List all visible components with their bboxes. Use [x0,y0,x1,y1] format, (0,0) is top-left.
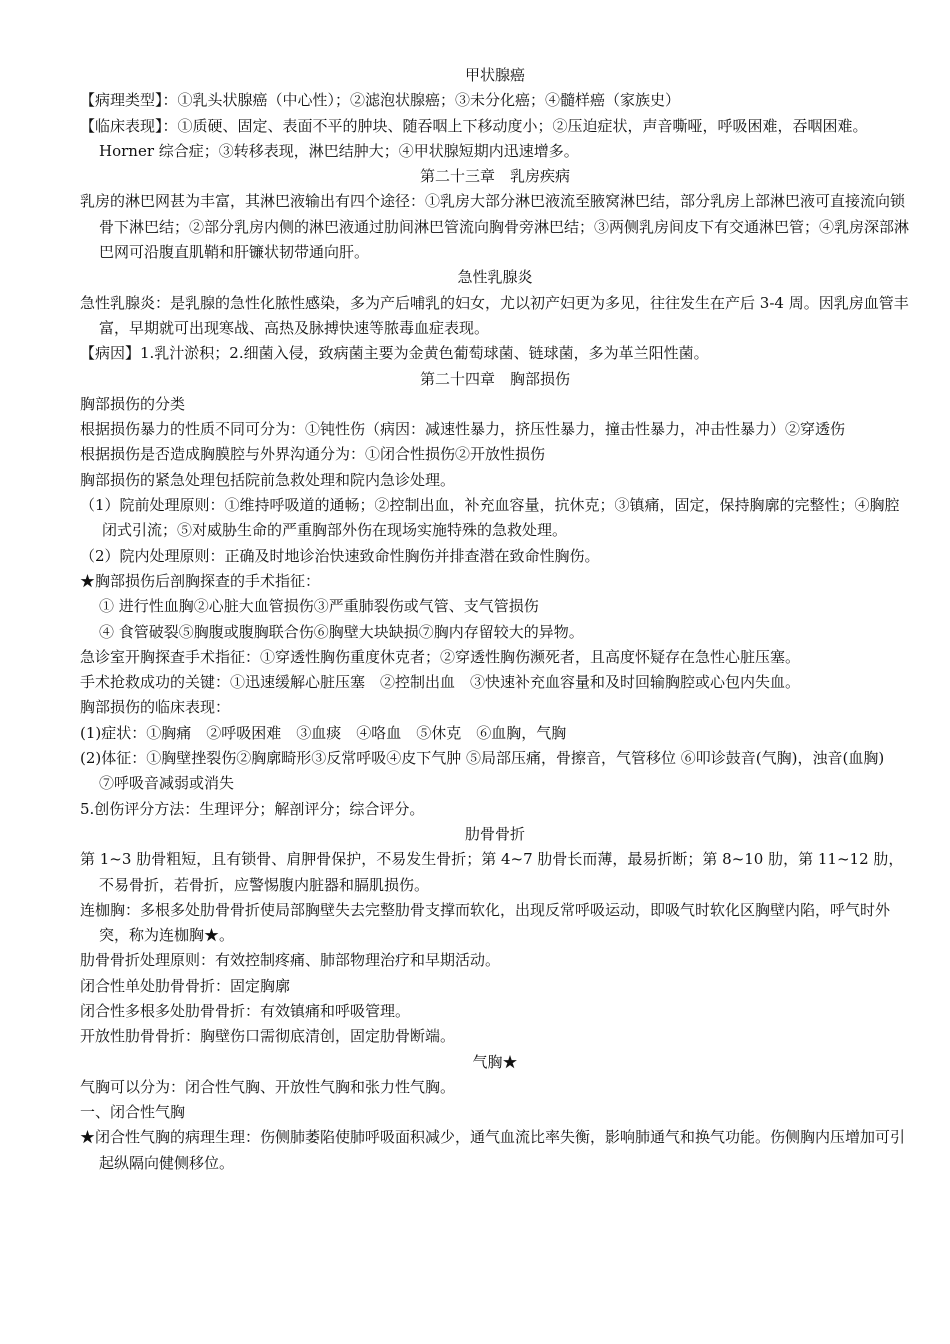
paragraph-mastitis-definition: 急性乳腺炎：是乳腺的急性化脓性感染，多为产后哺乳的妇女，尤以初产妇更为多见，往往发生在产后 3-4 周。因乳房血管丰富，早期就可出现寒战、高热及脉搏快速等脓毒血症表现。 [80,293,909,337]
paragraph-closed-single: 闭合性单处肋骨骨折：固定胸廓 [80,976,291,995]
chapter-title-24: 第二十四章 胸部损伤 [419,369,570,388]
paragraph-flail-chest: 连枷胸：多根多处肋骨骨折使局部胸壁失去完整肋骨支撑而软化，出现反常呼吸运动，即吸气时软化区胸壁内陷，呼气时外突，称为连枷胸★。 [80,900,891,945]
paragraph-pathology-types: 【病理类型】：①乳头状腺癌（中心性）；②滤泡状腺癌；③未分化癌；④髓样癌（家族史） [80,91,681,110]
paragraph-pneumothorax-types: 气胸可以分为：闭合性气胸、开放性气胸和张力性气胸。 [80,1077,456,1096]
paragraph-signs: (2)体征：①胸壁挫裂伤②胸廓畸形③反常呼吸④皮下气肿 ⑤局部压痛，骨擦音，气管移位 ⑥叩诊鼓音(气胸)，浊音(血胸) ⑦呼吸音减弱或消失 [80,749,900,793]
heading-thoracotomy-indications: ★胸部损伤后剖胸探查的手术指征： [80,571,321,590]
paragraph-symptoms: (1)症状：①胸痛 ②呼吸困难 ③血痰 ④咯血 ⑤休克 ⑥血胸，气胸 [80,723,567,742]
paragraph-closed-multiple: 闭合性多根多处肋骨骨折：有效镇痛和呼吸管理。 [80,1001,411,1020]
paragraph-closed-pneumothorax-pathophysiology: ★闭合性气胸的病理生理：伤侧肺萎陷使肺呼吸面积减少，通气血流比率失衡，影响肺通气和换气功能。伤侧胸内压增加可引起纵隔向健侧移位。 [80,1128,906,1172]
paragraph-trauma-scoring: 5.创伤评分方法：生理评分；解剖评分；综合评分。 [80,799,425,818]
paragraph-clinical-manifestations: 【临床表现】：①质硬、固定、表面不平的肿块、随吞咽上下移动度小；②压迫症状，声音嘶哑，呼吸困难，吞咽困难。Horner 综合症；③转移表现，淋巴结肿大；④甲状腺短期内迅速增多。 [80,116,868,160]
paragraph-mastitis-cause: 【病因】1.乳汁淤积；2.细菌入侵，致病菌主要为金黄色葡萄球菌、链球菌，多为革兰阳性菌。 [80,344,709,363]
paragraph-open-fracture: 开放性肋骨骨折：胸壁伤口需彻底清创，固定肋骨断端。 [80,1027,456,1046]
section-title-pneumothorax: 气胸★ [472,1052,518,1071]
chapter-title-23: 第二十三章 乳房疾病 [419,167,570,186]
heading-closed-pneumothorax: 一、闭合性气胸 [80,1103,186,1122]
list-item-indications-1: ① 进行性血胸②心脏大血管损伤③严重肺裂伤或气管、支气管损伤 [99,597,539,616]
paragraph-rib-anatomy: 第 1~3 肋骨粗短，且有锁骨、肩胛骨保护，不易发生骨折；第 4~7 肋骨长而薄，最易折断；第 8~10 肋，第 11~12 肋，不易骨折，若骨折，应警惕腹内脏器和膈肌损伤。 [80,850,904,894]
paragraph-er-thoracotomy: 急诊室开胸探查手术指征：①穿透性胸伤重度休克者；②穿透性胸伤濒死者，且高度怀疑存在急性心脏压塞。 [80,647,801,666]
heading-clinical-manifestations: 胸部损伤的临床表现： [80,698,231,717]
section-title-acute-mastitis: 急性乳腺炎 [457,268,533,287]
paragraph-emergency-handling: 胸部损伤的紧急处理包括院前急救处理和院内急诊处理。 [80,470,456,489]
heading-chest-injury-classification: 胸部损伤的分类 [80,394,186,413]
section-title-rib-fracture: 肋骨骨折 [464,824,525,843]
list-item-indications-2: ④ 食管破裂⑤胸腹或腹胸联合伤⑥胸壁大块缺损⑦胸内存留较大的异物。 [99,622,584,641]
paragraph-prehospital-principles: （1）院前处理原则：①维持呼吸道的通畅；②控制出血，补充血容量，抗休克；③镇痛，固定，保持胸廓的完整性；④胸腔闭式引流；⑤对威胁生命的严重胸部外伤在现场实施特殊的急救处理。 [80,496,900,540]
paragraph-breast-lymphatics: 乳房的淋巴网甚为丰富，其淋巴液输出有四个途径：①乳房大部分淋巴液流至腋窝淋巴结，部分乳房上部淋巴液可直接流向锁骨下淋巴结；②部分乳房内侧的淋巴液通过肋间淋巴管流向胸骨旁淋巴结；③两侧乳房间皮下有交通淋巴管；④乳房深部淋巴网可沿腹直肌鞘和肝镰状韧带通向肝。 [80,192,910,262]
paragraph-rib-treatment: 肋骨骨折处理原则：有效控制疼痛、肺部物理治疗和早期活动。 [80,951,501,970]
section-title-thyroid-cancer: 甲状腺癌 [464,66,525,84]
paragraph-inhospital-principles: （2）院内处理原则：正确及时地诊治快速致命性胸伤并排查潜在致命性胸伤。 [80,546,600,565]
document-page [80,63,910,1176]
paragraph-injury-by-pleura: 根据损伤是否造成胸膜腔与外界沟通分为：①闭合性损伤②开放性损伤 [80,445,546,464]
paragraph-rescue-keys: 手术抢救成功的关键：①迅速缓解心脏压塞 ②控制出血 ③快速补充血容量和及时回输胸腔或心包内失血。 [80,673,801,692]
paragraph-injury-by-force: 根据损伤暴力的性质不同可分为：①钝性伤（病因：减速性暴力，挤压性暴力，撞击性暴力，冲击性暴力）②穿透伤 [80,420,846,439]
